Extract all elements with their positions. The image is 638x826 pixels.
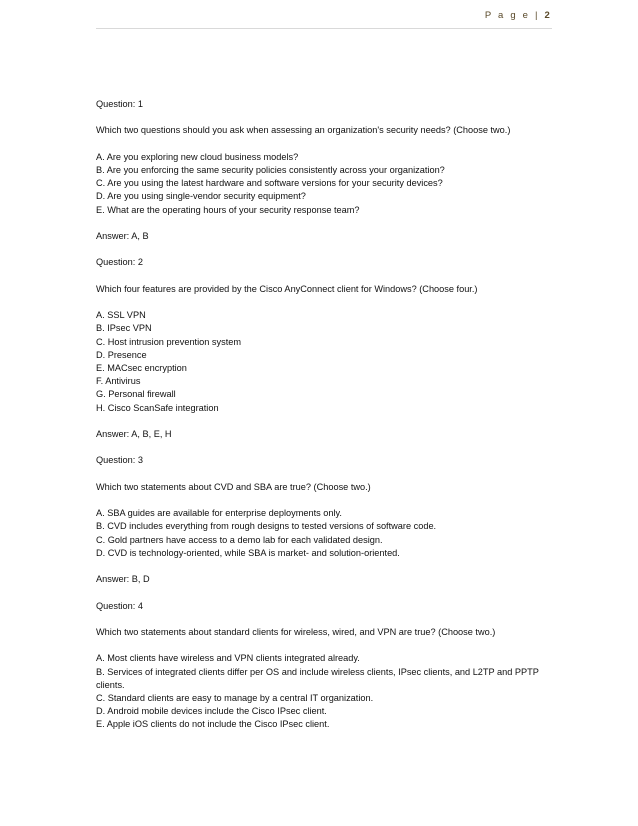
page-separator: |	[535, 10, 540, 21]
question-label: Question: 2	[96, 257, 143, 268]
question-label: Question: 3	[96, 455, 143, 466]
option-item: C. Are you using the latest hardware and software versions for your security devices?	[96, 178, 443, 189]
question-block-4	[96, 600, 544, 732]
option-item: C. Host intrusion prevention system	[96, 336, 242, 347]
option-list	[96, 507, 544, 560]
question-block-3	[96, 454, 544, 586]
option-item: A. Are you exploring new cloud business models?	[96, 151, 299, 162]
question-text: Which four features are provided by the Cisco AnyConnect client for Windows? (Choose four.)	[96, 283, 478, 294]
option-item: D. Are you using single-vendor security equipment?	[96, 191, 306, 202]
option-item: E. What are the operating hours of your security response team?	[96, 204, 360, 215]
option-item: B. IPsec VPN	[96, 323, 152, 334]
option-list	[96, 309, 544, 415]
option-item: B. Services of integrated clients differ per OS and include wireless clients, IPsec clients, and L2TP and PPTP clients.	[96, 666, 539, 690]
option-item: A. SBA guides are available for enterprise deployments only.	[96, 508, 342, 519]
page-label: P a g e	[484, 10, 531, 21]
option-item: D. CVD is technology-oriented, while SBA is market- and solution-oriented.	[96, 547, 400, 558]
answer-text: Answer: A, B	[96, 230, 149, 241]
option-item: B. Are you enforcing the same security policies consistently across your organization?	[96, 164, 445, 175]
question-block-1	[96, 98, 544, 243]
option-item: G. Personal firewall	[96, 389, 176, 400]
answer-text: Answer: B, D	[96, 574, 150, 585]
question-label: Question: 1	[96, 99, 143, 109]
answer-text: Answer: A, B, E, H	[96, 428, 172, 439]
question-block-2	[96, 256, 544, 441]
option-item: E. MACsec encryption	[96, 362, 187, 373]
page-header	[485, 10, 552, 21]
option-item: E. Apple iOS clients do not include the Cisco IPsec client.	[96, 719, 330, 730]
page-number: 2	[544, 10, 552, 21]
option-item: F. Antivirus	[96, 376, 141, 387]
option-item: A. Most clients have wireless and VPN clients integrated already.	[96, 653, 360, 664]
option-item: H. Cisco ScanSafe integration	[96, 402, 219, 413]
option-item: C. Standard clients are easy to manage by a central IT organization.	[96, 692, 374, 703]
question-label: Question: 4	[96, 600, 143, 611]
option-item: C. Gold partners have access to a demo lab for each validated design.	[96, 534, 383, 545]
option-list	[96, 151, 544, 217]
option-item: D. Presence	[96, 349, 147, 360]
option-item: A. SSL VPN	[96, 310, 146, 321]
question-text: Which two statements about CVD and SBA are true? (Choose two.)	[96, 481, 371, 492]
document-body	[96, 98, 544, 745]
header-divider	[96, 28, 552, 29]
option-item: D. Android mobile devices include the Cisco IPsec client.	[96, 706, 327, 717]
question-text: Which two statements about standard clients for wireless, wired, and VPN are true? (Choose two.)	[96, 626, 496, 637]
option-item: B. CVD includes everything from rough designs to tested versions of software code.	[96, 521, 437, 532]
option-list	[96, 652, 544, 731]
question-text: Which two questions should you ask when assessing an organization's security needs? (Choose two.)	[96, 125, 511, 136]
